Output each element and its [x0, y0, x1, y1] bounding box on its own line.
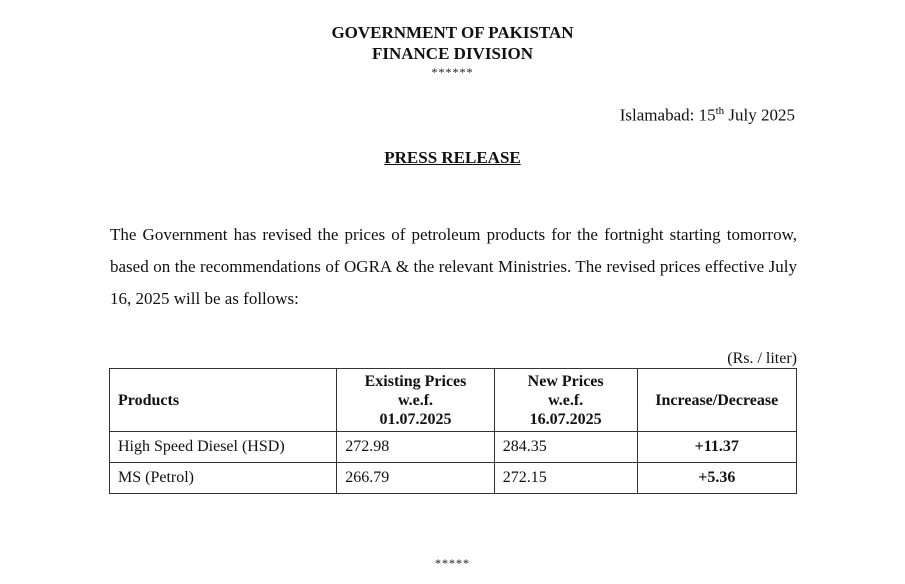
- cell-existing-price: 272.98: [337, 432, 495, 463]
- cell-change: +11.37: [637, 432, 796, 463]
- cell-new-price: 284.35: [494, 432, 637, 463]
- header-existing-prices: [337, 369, 495, 432]
- table-header-row: [110, 369, 797, 432]
- price-table: [109, 368, 797, 494]
- dateline-ordinal: th: [715, 105, 725, 117]
- header-existing-line1: Existing Prices: [364, 372, 467, 390]
- header-government: GOVERNMENT OF PAKISTAN: [331, 23, 574, 42]
- header-separator: ******: [431, 65, 474, 79]
- header-new-line1: New Prices: [527, 372, 604, 390]
- table-row: [110, 463, 797, 494]
- price-unit: (Rs. / liter): [727, 350, 797, 367]
- cell-product: High Speed Diesel (HSD): [110, 432, 337, 463]
- footer-separator: *****: [435, 556, 470, 570]
- dateline-month-year: July 2025: [724, 105, 795, 125]
- header-division: FINANCE DIVISION: [371, 44, 534, 63]
- header-existing-line3: 01.07.2025: [379, 410, 452, 428]
- header-new-line2: w.e.f.: [548, 391, 584, 409]
- header-new-prices: [494, 369, 637, 432]
- dateline: [620, 105, 795, 126]
- cell-change: +5.36: [637, 463, 796, 494]
- body-paragraph: The Government has revised the prices of petroleum products for the fortnight starting tomorrow, based on the recommendations of OGRA & the relevant Ministries. The revised prices effective July 16, 2025 will be as follows:: [110, 225, 797, 308]
- table-row: [110, 432, 797, 463]
- header-increase-decrease: Increase/Decrease: [637, 369, 796, 432]
- cell-existing-price: 266.79: [337, 463, 495, 494]
- header-new-line3: 16.07.2025: [529, 410, 602, 428]
- cell-product: MS (Petrol): [110, 463, 337, 494]
- dateline-place-day: Islamabad: 15: [619, 105, 716, 125]
- header-existing-line2: w.e.f.: [397, 391, 434, 409]
- press-release-title: PRESS RELEASE: [384, 148, 521, 167]
- cell-new-price: 272.15: [494, 463, 637, 494]
- header-products: Products: [110, 369, 337, 432]
